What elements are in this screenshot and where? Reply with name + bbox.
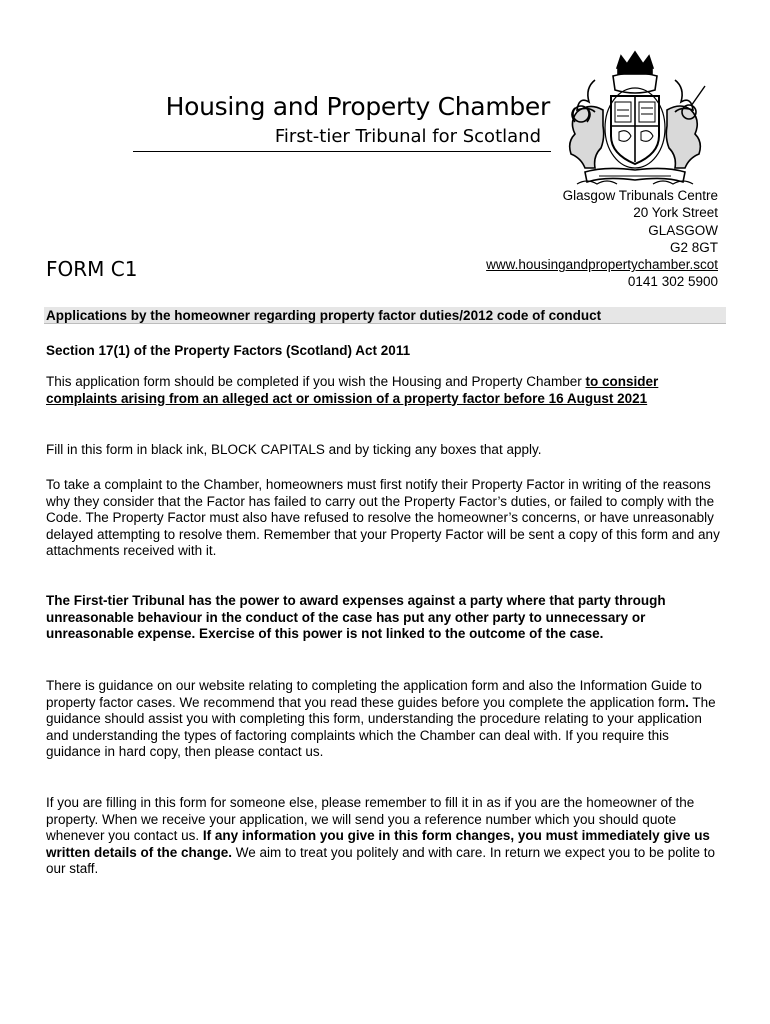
intro-paragraph [46,374,726,407]
section-heading: Section 17(1) of the Property Factors (Scotland) Act 2011 [46,343,411,358]
address-line: GLASGOW [648,222,718,238]
chamber-title: Housing and Property Chamber [165,92,550,121]
address-line: 20 York Street [633,205,718,221]
guidance-text-2: The guidance should assist you with completing this form, understanding the procedure relating to your application and understanding the types of factoring complaints which the Chamber can deal with. If you require this guidance in hard copy, then please contact us. [46,694,716,759]
guidance-dot: . [685,694,689,710]
third-party-paragraph [46,795,726,878]
header-divider [133,151,551,152]
intro-text: This application form should be completed if you wish the Housing and Property Chamber [46,374,586,389]
scope-emphasis: to consider complaints arising from an alleged act or omission of a property factor before 16 August 2021 [46,374,659,406]
form-purpose-banner: Applications by the homeowner regarding property factor duties/2012 code of conduct [44,307,726,324]
third-party-text: If you are filling in this form for someone else, please remember to fill it in as if you are the homeowner of the property. When we receive your application, we will send you a reference number which you should quote whenever you contact us. [46,795,695,843]
change-notice: If any information you give in this form changes, you must immediately give us written details of the change. [46,828,710,860]
tribunal-subtitle: First-tier Tribunal for Scotland [274,126,541,147]
address-line: Glasgow Tribunals Centre [562,188,718,203]
expenses-paragraph [46,593,726,643]
royal-coat-of-arms-icon [555,50,715,190]
conduct-text: We aim to treat you politely and with care. In return we expect you to be polite to our staff. [46,844,716,876]
instructions-text: Fill in this form in black ink, BLOCK CAPITALS and by ticking any boxes that apply. [46,442,542,457]
form-title: FORM C1 [46,257,138,281]
instructions-paragraph [46,442,726,459]
address-line: G2 8GT [669,239,718,255]
complaint-paragraph [46,477,726,560]
expenses-text: The First-tier Tribunal has the power to award expenses against a party where that party through unreasonable behaviour in the conduct of the case has put any other party to unnecessary or unreasonable expense. Exercise of this power is not linked to the outcome of the case. [46,593,666,641]
tribunal-address [486,187,718,291]
website-link[interactable]: www.housingandpropertychamber.scot [486,257,718,273]
guidance-paragraph [46,678,726,761]
phone-number: 0141 302 5900 [627,274,718,290]
complaint-text: To take a complaint to the Chamber, homeowners must first notify their Property Factor in writing of the reasons why they consider that the Factor has failed to carry out the Property Factor’s duties, or failed to comply with the Code. The Property Factor must also have refused to resolve the homeowner’s concerns, or have unreasonably delayed attempting to resolve them. Remember that your Property Factor will be sent a copy of this form and any attachments received with it. [46,477,720,558]
guidance-text: There is guidance on our website relating to completing the application form and also the Information Guide to property factor cases. We recommend that you read these guides before you complete the application form [46,678,702,710]
